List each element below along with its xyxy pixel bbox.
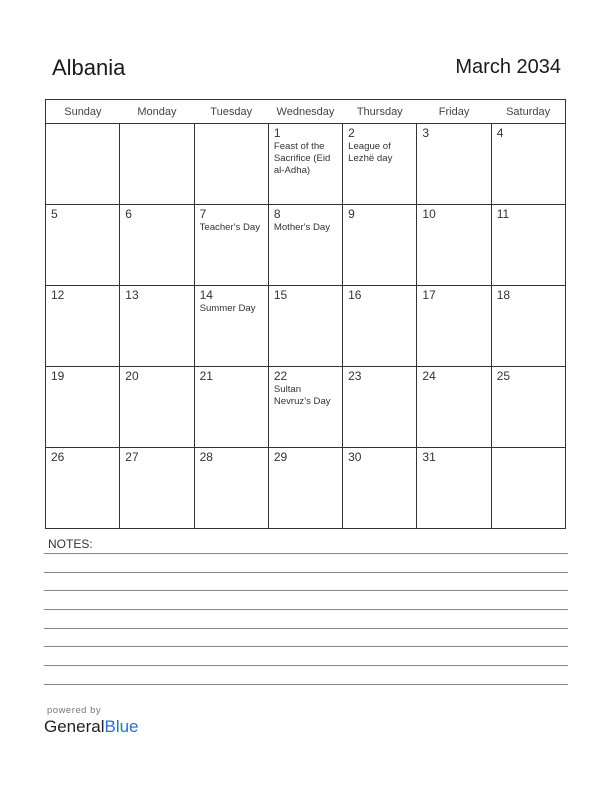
day-number: 1	[273, 126, 281, 140]
day-number: 2	[348, 126, 355, 140]
day-cell	[120, 367, 194, 448]
week-row	[46, 205, 566, 286]
logo-general-text: General	[44, 717, 105, 736]
day-cell	[120, 205, 194, 286]
day-number: 12	[51, 288, 65, 302]
weekday-sunday: Sunday	[46, 100, 120, 124]
day-number: 7	[199, 207, 207, 221]
day-number: 24	[422, 369, 436, 383]
day-cell	[268, 448, 342, 529]
day-number: 16	[348, 288, 362, 302]
month-title: March 2034	[455, 56, 561, 78]
day-number: 13	[125, 288, 139, 302]
day-number: 14	[199, 288, 213, 302]
day-cell	[491, 448, 565, 529]
logo-blue-text: Blue	[104, 717, 139, 736]
week-row	[46, 448, 566, 529]
day-cell	[417, 367, 491, 448]
day-cell	[491, 367, 565, 448]
calendar-grid	[45, 99, 566, 529]
day-cell	[46, 367, 120, 448]
day-number: 4	[496, 126, 504, 140]
country-title: Albania	[52, 55, 126, 80]
day-cell	[268, 286, 342, 367]
day-cell	[194, 367, 268, 448]
day-cell	[343, 124, 417, 205]
week-row	[46, 367, 566, 448]
weekday-header-row	[46, 100, 566, 124]
day-cell	[417, 448, 491, 529]
note-line	[44, 572, 568, 573]
day-number: 20	[125, 369, 139, 383]
weekday-saturday: Saturday	[491, 100, 565, 124]
day-number: 17	[422, 288, 436, 302]
day-cell	[491, 124, 565, 205]
weekday-thursday: Thursday	[343, 100, 417, 124]
generalblue-logo	[44, 717, 139, 737]
day-number: 30	[348, 450, 362, 464]
weekday-tuesday: Tuesday	[194, 100, 268, 124]
day-cell	[46, 448, 120, 529]
day-cell	[194, 286, 268, 367]
weekday-wednesday: Wednesday	[268, 100, 342, 124]
note-line	[44, 646, 568, 647]
day-number: 25	[496, 369, 511, 383]
day-number: 27	[125, 450, 139, 464]
holiday-label: Sultan Nevruz's Day	[273, 384, 331, 407]
day-number: 8	[273, 207, 281, 221]
day-number: 15	[273, 288, 288, 302]
day-cell	[343, 286, 417, 367]
day-number: 3	[422, 126, 430, 140]
day-cell	[491, 286, 565, 367]
day-cell	[120, 286, 194, 367]
day-number: 6	[125, 207, 132, 221]
note-line	[44, 553, 568, 554]
weekday-friday: Friday	[417, 100, 491, 124]
day-cell	[46, 286, 120, 367]
powered-by-label: powered by	[47, 705, 102, 716]
day-number: 22	[273, 369, 288, 383]
holiday-label: Teacher's Day	[199, 222, 261, 233]
note-line	[44, 628, 568, 629]
weekday-monday: Monday	[120, 100, 194, 124]
holiday-label: Summer Day	[199, 303, 256, 314]
holiday-label: Mother's Day	[273, 222, 331, 233]
day-cell	[343, 205, 417, 286]
day-cell	[46, 205, 120, 286]
day-cell	[417, 124, 491, 205]
day-number: 5	[51, 207, 58, 221]
day-cell	[194, 205, 268, 286]
day-cell	[120, 124, 194, 205]
day-number: 18	[496, 288, 511, 302]
note-line	[44, 684, 568, 685]
holiday-label: Feast of the Sacrifice (Eid al-Adha)	[273, 141, 331, 176]
day-cell	[268, 205, 342, 286]
day-number: 26	[51, 450, 65, 464]
day-cell	[194, 124, 268, 205]
day-cell	[194, 448, 268, 529]
day-cell	[268, 367, 342, 448]
day-cell	[120, 448, 194, 529]
day-number: 9	[348, 207, 355, 221]
week-row	[46, 124, 566, 205]
day-cell	[46, 124, 120, 205]
day-cell	[491, 205, 565, 286]
day-cell	[343, 367, 417, 448]
note-line	[44, 665, 568, 666]
day-number: 29	[273, 450, 288, 464]
day-number: 31	[422, 450, 436, 464]
day-cell	[343, 448, 417, 529]
day-number: 23	[348, 369, 362, 383]
week-row	[46, 286, 566, 367]
day-number: 28	[199, 450, 213, 464]
holiday-label: League of Lezhë day	[348, 141, 393, 164]
note-line	[44, 590, 568, 591]
day-number: 11	[496, 207, 510, 221]
day-cell	[268, 124, 342, 205]
note-line	[44, 609, 568, 610]
day-cell	[417, 286, 491, 367]
day-cell	[417, 205, 491, 286]
day-number: 19	[51, 369, 65, 383]
day-number: 10	[422, 207, 436, 221]
notes-label: NOTES:	[48, 537, 93, 551]
day-number: 21	[199, 369, 213, 383]
